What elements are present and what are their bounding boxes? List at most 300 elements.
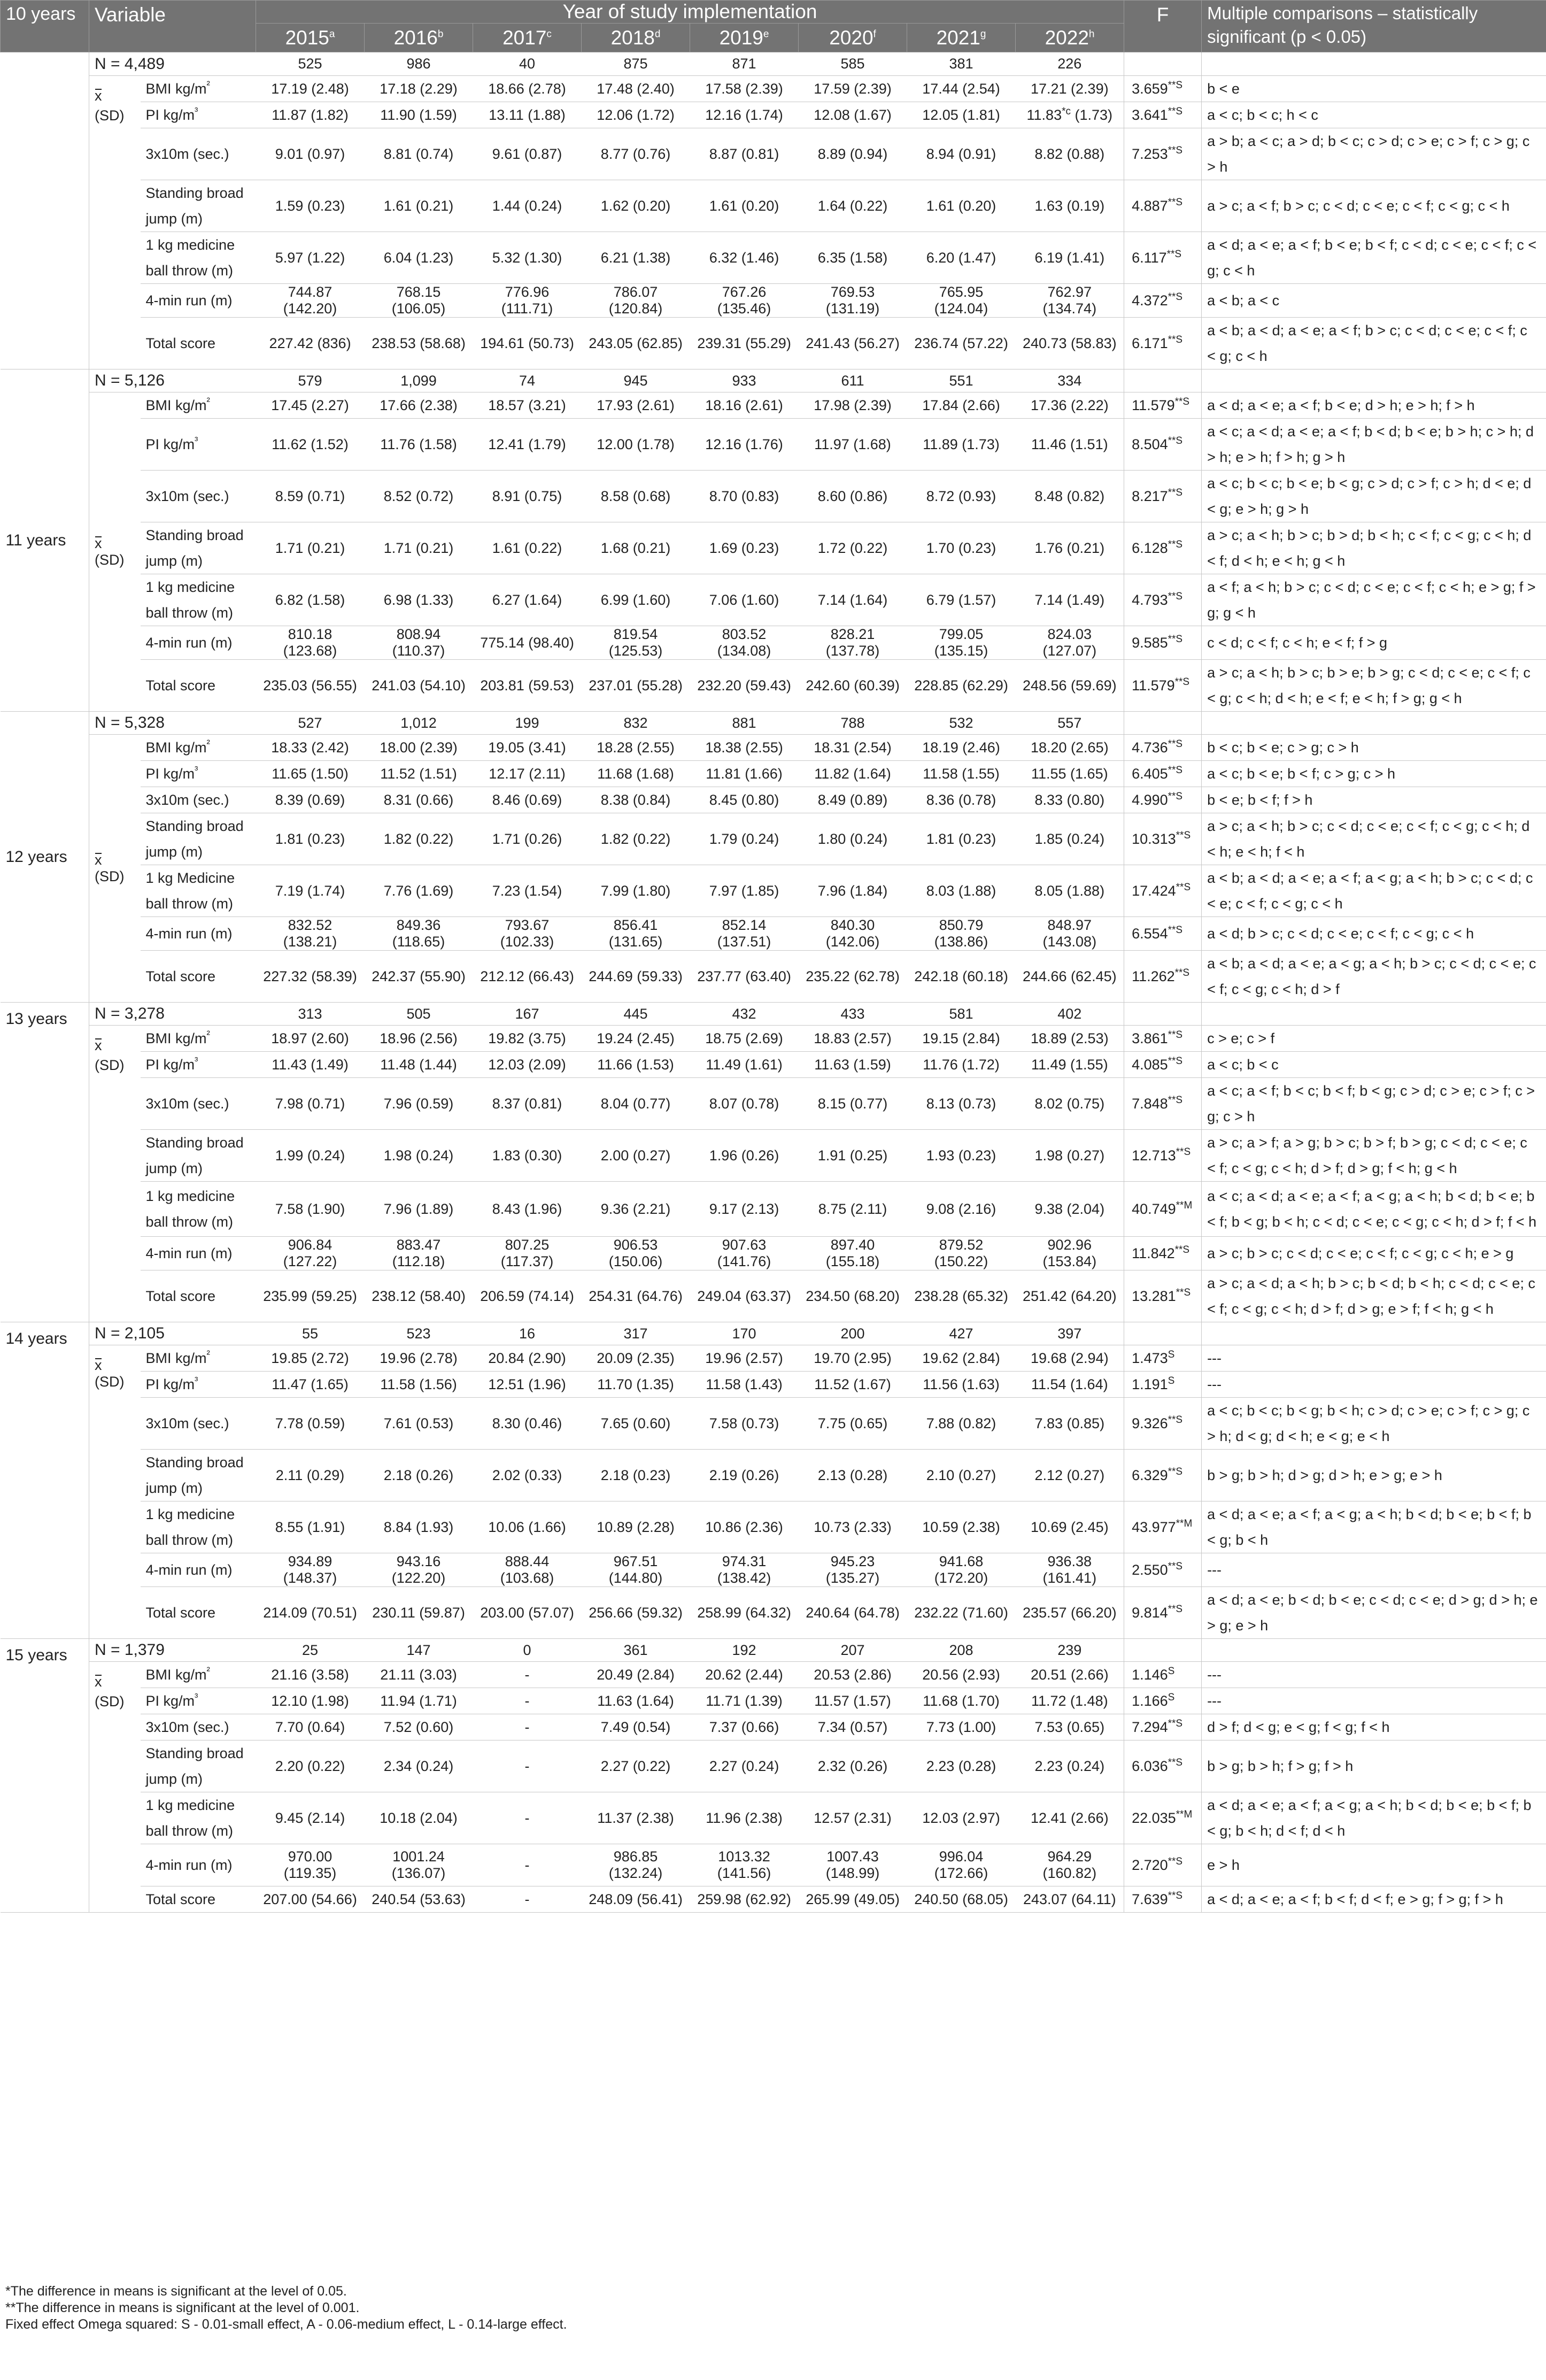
variable-name: 1 kg medicine ball throw (m) bbox=[141, 1501, 256, 1553]
sample-size-label: N = 5,328 bbox=[89, 712, 256, 735]
variable-name: Standing broad jump (m) bbox=[141, 1740, 256, 1792]
table-row bbox=[1, 1886, 1546, 1913]
value-cell: 967.51 (144.80) bbox=[582, 1553, 690, 1587]
comparison-cell: a > c; a < d; a < h; b > c; b < d; b < h; c < d; c < e; c < f; c < g; c < h; d > f; d > g; e > f; f < h; g < h bbox=[1202, 1270, 1546, 1322]
value-cell: 850.79 (138.86) bbox=[907, 917, 1016, 951]
value-cell: 240.73 (58.83) bbox=[1016, 318, 1124, 369]
table-row bbox=[1, 1740, 1546, 1792]
value-cell: 242.60 (60.39) bbox=[799, 660, 907, 712]
value-cell: 12.10 (1.98) bbox=[256, 1688, 365, 1714]
comparison-cell bbox=[1202, 1003, 1546, 1026]
f-value-cell: $4.793^{**S}$ bbox=[1124, 574, 1202, 626]
sample-size-cell: 523 bbox=[365, 1322, 473, 1345]
value-cell: 19.62 (2.84) bbox=[907, 1345, 1016, 1372]
f-value-cell: $11.579^{**S}$ bbox=[1124, 660, 1202, 712]
value-cell: 6.79 (1.57) bbox=[907, 574, 1016, 626]
f-value-cell: $13.281^{**S}$ bbox=[1124, 1270, 1202, 1322]
sample-size-cell: 207 bbox=[799, 1639, 907, 1662]
value-cell: 8.70 (0.83) bbox=[690, 471, 799, 522]
comparison-cell: a > c; a > f; a > g; b > c; b > f; b > g; c < d; c < e; c < f; c < g; c < h; d > f; d > g; f < h; g < h bbox=[1202, 1130, 1546, 1182]
f-column-header: F bbox=[1124, 1, 1202, 52]
value-cell: 227.42 (836) bbox=[256, 318, 365, 369]
variable-name: 3x10m (sec.) bbox=[141, 787, 256, 813]
sample-size-cell: 557 bbox=[1016, 712, 1124, 735]
table-row bbox=[1, 1553, 1546, 1587]
value-cell: 1.93 (0.23) bbox=[907, 1130, 1016, 1182]
value-cell: 8.94 (0.91) bbox=[907, 128, 1016, 180]
sample-size-row bbox=[1, 1639, 1546, 1662]
value-cell: 776.96 (111.71) bbox=[473, 284, 582, 318]
sample-size-cell: 167 bbox=[473, 1003, 582, 1026]
sample-size-cell: 881 bbox=[690, 712, 799, 735]
comparison-cell bbox=[1202, 369, 1546, 392]
age-stat-wrapper bbox=[6, 848, 84, 866]
value-cell: 17.93 (2.61) bbox=[582, 392, 690, 419]
sample-size-row bbox=[1, 712, 1546, 735]
comparison-cell: a < c; b < c bbox=[1202, 1052, 1546, 1078]
value-cell: 12.16 (1.74) bbox=[690, 102, 799, 128]
comparison-cell: --- bbox=[1202, 1688, 1546, 1714]
value-cell: 258.99 (64.32) bbox=[690, 1587, 799, 1639]
value-cell: - bbox=[473, 1714, 582, 1740]
sample-size-cell: 433 bbox=[799, 1003, 907, 1026]
mean-symbol: x bbox=[95, 852, 102, 868]
sample-size-cell: 208 bbox=[907, 1639, 1016, 1662]
comparison-cell: b > g; b > h; d > g; d > h; e > g; e > h bbox=[1202, 1450, 1546, 1501]
comparison-cell: d > f; d < g; e < g; f < g; f < h bbox=[1202, 1714, 1546, 1740]
value-cell: 9.17 (2.13) bbox=[690, 1182, 799, 1237]
value-cell: 2.27 (0.24) bbox=[690, 1740, 799, 1792]
comparison-cell bbox=[1202, 712, 1546, 735]
value-cell: 265.99 (49.05) bbox=[799, 1886, 907, 1913]
value-cell: 768.15 (106.05) bbox=[365, 284, 473, 318]
value-cell: 907.63 (141.76) bbox=[690, 1237, 799, 1270]
value-cell: 1.61 (0.20) bbox=[907, 180, 1016, 232]
comparison-cell: a < f; a < h; b > c; c < d; c < e; c < f; c < h; e > g; f > g; g < h bbox=[1202, 574, 1546, 626]
value-cell: 11.52 (1.51) bbox=[365, 761, 473, 787]
value-cell: 20.62 (2.44) bbox=[690, 1662, 799, 1688]
table-row bbox=[1, 1182, 1546, 1237]
value-cell: 2.20 (0.22) bbox=[256, 1740, 365, 1792]
value-cell: 12.03 (2.09) bbox=[473, 1052, 582, 1078]
value-cell: 12.41 (1.79) bbox=[473, 419, 582, 471]
f-value-cell: $4.085^{**S}$ bbox=[1124, 1052, 1202, 1078]
f-value-cell: $4.887^{**S}$ bbox=[1124, 180, 1202, 232]
value-cell: 8.59 (0.71) bbox=[256, 471, 365, 522]
value-cell: 21.16 (3.58) bbox=[256, 1662, 365, 1688]
value-cell: 767.26 (135.46) bbox=[690, 284, 799, 318]
value-cell: 11.43 (1.49) bbox=[256, 1052, 365, 1078]
f-value-cell: $10.313^{**S}$ bbox=[1124, 813, 1202, 865]
value-cell: 1.99 (0.24) bbox=[256, 1130, 365, 1182]
table-row bbox=[1, 1078, 1546, 1130]
mean-value: 1007.43 bbox=[826, 1848, 879, 1865]
value-cell: 1.69 (0.23) bbox=[690, 522, 799, 574]
value-cell: 235.57 (66.20) bbox=[1016, 1587, 1124, 1639]
variable-name: Total score bbox=[141, 660, 256, 712]
sample-size-row bbox=[1, 52, 1546, 76]
variable-name: PI $kg/m^{^3}$ bbox=[141, 102, 256, 128]
value-cell: 974.31 (138.42) bbox=[690, 1553, 799, 1587]
year-index: b bbox=[437, 28, 444, 40]
comparison-cell: a < c; a < f; b < c; b < f; b < g; c > d; c > e; c > f; c > g; c > h bbox=[1202, 1078, 1546, 1130]
comparison-cell: a > c; a < h; b > c; c < d; c < e; c < f; c < g; c < h; d < h; e < h; f < h bbox=[1202, 813, 1546, 865]
f-value-cell: $6.329^{**S}$ bbox=[1124, 1450, 1202, 1501]
value-cell: 17.58 (2.39) bbox=[690, 76, 799, 102]
value-cell: 19.05 (3.41) bbox=[473, 735, 582, 761]
comparison-cell: --- bbox=[1202, 1345, 1546, 1372]
value-cell: 906.84 (127.22) bbox=[256, 1237, 365, 1270]
value-cell: 7.73 (1.00) bbox=[907, 1714, 1016, 1740]
table-row bbox=[1, 951, 1546, 1003]
year-header-2019 bbox=[690, 24, 799, 52]
table-row bbox=[1, 1052, 1546, 1078]
f-value-cell: $8.504^{**S}$ bbox=[1124, 419, 1202, 471]
footnote-line: Fixed effect Omega squared: S - 0.01-small effect, A - 0.06-medium effect, L - 0.14-large effect. bbox=[5, 2317, 567, 2332]
sample-size-cell: 313 bbox=[256, 1003, 365, 1026]
value-cell: 1.85 (0.24) bbox=[1016, 813, 1124, 865]
year-header-2022 bbox=[1016, 24, 1124, 52]
variable-name: BMI $kg/m^{^2}$ bbox=[141, 392, 256, 419]
value-cell: 1.61 (0.20) bbox=[690, 180, 799, 232]
value-cell: 8.36 (0.78) bbox=[907, 787, 1016, 813]
value-cell: 7.97 (1.85) bbox=[690, 865, 799, 917]
value-cell: 11.49 (1.55) bbox=[1016, 1052, 1124, 1078]
variable-name: 3x10m (sec.) bbox=[141, 1714, 256, 1740]
table-row bbox=[1, 318, 1546, 369]
value-cell: 243.05 (62.85) bbox=[582, 318, 690, 369]
value-cell: 11.66 (1.53) bbox=[582, 1052, 690, 1078]
mean-symbol: x bbox=[95, 1037, 102, 1053]
value-cell: 7.34 (0.57) bbox=[799, 1714, 907, 1740]
variable-name: 3x10m (sec.) bbox=[141, 128, 256, 180]
comparison-cell: a < c; b < c; b < e; b < g; c > d; c > f; c > h; d < e; d < g; e > h; g > h bbox=[1202, 471, 1546, 522]
value-cell: 18.31 (2.54) bbox=[799, 735, 907, 761]
f-value-cell: $3.659^{**S}$ bbox=[1124, 76, 1202, 102]
sample-size-cell: 170 bbox=[690, 1322, 799, 1345]
f-value-cell: $12.713^{**S}$ bbox=[1124, 1130, 1202, 1182]
sample-size-cell: 25 bbox=[256, 1639, 365, 1662]
value-cell: 230.11 (59.87) bbox=[365, 1587, 473, 1639]
sample-size-label: N = 1,379 bbox=[89, 1639, 256, 1662]
mean-symbol: x bbox=[95, 1674, 102, 1690]
value-cell: 12.57 (2.31) bbox=[799, 1792, 907, 1844]
sample-size-cell: 239 bbox=[1016, 1639, 1124, 1662]
comparison-cell: a < b; a < d; a < e; a < f; b > c; c < d; c < e; c < f; c < g; c < h bbox=[1202, 318, 1546, 369]
footnotes bbox=[5, 2283, 567, 2333]
value-cell: 1.62 (0.20) bbox=[582, 180, 690, 232]
variable-name: 1 kg medicine ball throw (m) bbox=[141, 1182, 256, 1237]
value-cell: 852.14 (137.51) bbox=[690, 917, 799, 951]
value-cell: 21.11 (3.03) bbox=[365, 1662, 473, 1688]
sample-size-cell: 40 bbox=[473, 52, 582, 76]
comparison-cell: --- bbox=[1202, 1372, 1546, 1398]
value-cell: 6.32 (1.46) bbox=[690, 232, 799, 284]
comparison-cell bbox=[1202, 52, 1546, 76]
value-cell: 194.61 (50.73) bbox=[473, 318, 582, 369]
variable-name: 3x10m (sec.) bbox=[141, 471, 256, 522]
variable-name: PI $kg/m^{^3}$ bbox=[141, 1372, 256, 1398]
table-header bbox=[1, 1, 1546, 52]
comparison-cell: a > c; b > c; c < d; c < e; c < f; c < g; c < h; e > g bbox=[1202, 1237, 1546, 1270]
value-cell: 11.90 (1.59) bbox=[365, 102, 473, 128]
f-value-cell bbox=[1124, 1322, 1202, 1345]
year-header-2018 bbox=[582, 24, 690, 52]
value-cell: 8.55 (1.91) bbox=[256, 1501, 365, 1553]
sample-size-cell: 1,099 bbox=[365, 369, 473, 392]
value-cell: 7.83 (0.85) bbox=[1016, 1398, 1124, 1450]
value-cell: 2.18 (0.26) bbox=[365, 1450, 473, 1501]
age-column-header: 10 years bbox=[1, 1, 89, 52]
value-cell: 18.33 (2.42) bbox=[256, 735, 365, 761]
value-cell: 2.19 (0.26) bbox=[690, 1450, 799, 1501]
mean-symbol: x bbox=[95, 1357, 102, 1373]
value-cell: 6.27 (1.64) bbox=[473, 574, 582, 626]
table-row bbox=[1, 735, 1546, 761]
year-label: 2015 bbox=[285, 26, 329, 49]
value-cell: 1.44 (0.24) bbox=[473, 180, 582, 232]
value-cell: 5.97 (1.22) bbox=[256, 232, 365, 284]
value-cell: 7.88 (0.82) bbox=[907, 1398, 1016, 1450]
sample-size-cell: 525 bbox=[256, 52, 365, 76]
f-value-cell: $22.035^{**M}$ bbox=[1124, 1792, 1202, 1844]
comparison-cell: a < c; b < c; b < g; b < h; c > d; c > e; c > f; c > g; c > h; d < g; d < h; e < g; e < h bbox=[1202, 1398, 1546, 1450]
f-value-cell: $7.848^{**S}$ bbox=[1124, 1078, 1202, 1130]
age-group-text: 12 years bbox=[5, 848, 67, 866]
table-row bbox=[1, 1688, 1546, 1714]
value-cell: 1.91 (0.25) bbox=[799, 1130, 907, 1182]
age-group-label bbox=[1, 369, 89, 712]
comparison-cell: a < d; a < e; a < f; a < g; a < h; b < d; b < e; b < f; b < g; b < h bbox=[1202, 1501, 1546, 1553]
value-cell: 11.89 (1.73) bbox=[907, 419, 1016, 471]
mean-value: 1013.32 bbox=[718, 1848, 770, 1865]
value-cell: 11.52 (1.67) bbox=[799, 1372, 907, 1398]
value-cell: 17.48 (2.40) bbox=[582, 76, 690, 102]
value-cell: 1.98 (0.24) bbox=[365, 1130, 473, 1182]
value-cell: 803.52 (134.08) bbox=[690, 626, 799, 660]
age-group-label bbox=[1, 52, 89, 369]
value-cell: 2.18 (0.23) bbox=[582, 1450, 690, 1501]
value-cell: 6.82 (1.58) bbox=[256, 574, 365, 626]
variable-name: PI $kg/m^{^3}$ bbox=[141, 1052, 256, 1078]
sample-size-cell: 532 bbox=[907, 712, 1016, 735]
value-cell: 7.19 (1.74) bbox=[256, 865, 365, 917]
variable-name: Total score bbox=[141, 1270, 256, 1322]
value-cell: 775.14 (98.40) bbox=[473, 626, 582, 660]
sample-size-cell: 55 bbox=[256, 1322, 365, 1345]
value-cell: 203.00 (57.07) bbox=[473, 1587, 582, 1639]
value-cell: 240.54 (53.63) bbox=[365, 1886, 473, 1913]
mean-sd-label bbox=[89, 1662, 141, 1913]
value-cell: 11.54 (1.64) bbox=[1016, 1372, 1124, 1398]
value-cell: 986.85 (132.24) bbox=[582, 1844, 690, 1886]
value-cell: 8.46 (0.69) bbox=[473, 787, 582, 813]
comparison-cell bbox=[1202, 1639, 1546, 1662]
value-cell: 237.77 (63.40) bbox=[690, 951, 799, 1003]
sample-size-cell: 0 bbox=[473, 1639, 582, 1662]
variable-name: 3x10m (sec.) bbox=[141, 1078, 256, 1130]
comparison-cell: b < e; b < f; f > h bbox=[1202, 787, 1546, 813]
year-index: d bbox=[654, 28, 661, 40]
sample-size-cell: 16 bbox=[473, 1322, 582, 1345]
mean-sd-label bbox=[89, 76, 141, 369]
variable-name: Total score bbox=[141, 1886, 256, 1913]
value-cell: 1.76 (0.21) bbox=[1016, 522, 1124, 574]
year-index: a bbox=[329, 28, 335, 40]
value-cell: 8.39 (0.69) bbox=[256, 787, 365, 813]
value-cell: 1.96 (0.26) bbox=[690, 1130, 799, 1182]
value-cell bbox=[365, 1844, 473, 1886]
year-label: 2022 bbox=[1045, 26, 1089, 49]
comparison-cell: a > c; a < h; b > c; b > d; b < h; c < f; c < g; c < h; d < f; d < h; e < h; g < h bbox=[1202, 522, 1546, 574]
value-cell: 12.03 (2.97) bbox=[907, 1792, 1016, 1844]
value-cell: 11.56 (1.63) bbox=[907, 1372, 1016, 1398]
f-value-cell: $4.990^{**S}$ bbox=[1124, 787, 1202, 813]
table-row bbox=[1, 574, 1546, 626]
value-cell: 8.52 (0.72) bbox=[365, 471, 473, 522]
table-row bbox=[1, 626, 1546, 660]
value-cell: 1.63 (0.19) bbox=[1016, 180, 1124, 232]
comparison-cell: a < c; a < d; a < e; a < f; a < g; a < h; b < d; b < e; b < f; b < g; b < h; c < d; c < e; c < g; c < h; d > f; f < h bbox=[1202, 1182, 1546, 1237]
value-cell: 848.97 (143.08) bbox=[1016, 917, 1124, 951]
year-label: 2018 bbox=[610, 26, 655, 49]
sample-size-cell: 986 bbox=[365, 52, 473, 76]
value-cell: 9.38 (2.04) bbox=[1016, 1182, 1124, 1237]
value-cell: 2.12 (0.27) bbox=[1016, 1450, 1124, 1501]
table-row bbox=[1, 917, 1546, 951]
variable-name: PI $kg/m^{^3}$ bbox=[141, 761, 256, 787]
sample-size-cell: 832 bbox=[582, 712, 690, 735]
value-cell: 856.41 (131.65) bbox=[582, 917, 690, 951]
value-cell: 235.22 (62.78) bbox=[799, 951, 907, 1003]
value-cell: 12.06 (1.72) bbox=[582, 102, 690, 128]
f-value-cell: $2.550^{**S}$ bbox=[1124, 1553, 1202, 1587]
value-cell: 9.61 (0.87) bbox=[473, 128, 582, 180]
value-cell: 10.69 (2.45) bbox=[1016, 1501, 1124, 1553]
value-cell: 964.29 (160.82) bbox=[1016, 1844, 1124, 1886]
variable-name: 1 kg medicine ball throw (m) bbox=[141, 574, 256, 626]
multiple-comparisons-header: Multiple comparisons – statistically significant (p < 0.05) bbox=[1202, 1, 1546, 52]
table-row bbox=[1, 1026, 1546, 1052]
value-cell: 8.49 (0.89) bbox=[799, 787, 907, 813]
f-value-cell bbox=[1124, 1639, 1202, 1662]
table-row bbox=[1, 232, 1546, 284]
sample-size-cell: 427 bbox=[907, 1322, 1016, 1345]
value-cell: 8.30 (0.46) bbox=[473, 1398, 582, 1450]
f-value-cell: $11.579^{**S}$ bbox=[1124, 392, 1202, 419]
value-cell: 934.89 (148.37) bbox=[256, 1553, 365, 1587]
f-value-cell bbox=[1124, 52, 1202, 76]
variable-name: 1 kg medicine ball throw (m) bbox=[141, 1792, 256, 1844]
value-cell: 5.32 (1.30) bbox=[473, 232, 582, 284]
value-cell: 7.06 (1.60) bbox=[690, 574, 799, 626]
value-cell: 235.99 (59.25) bbox=[256, 1270, 365, 1322]
value-cell: 248.09 (56.41) bbox=[582, 1886, 690, 1913]
table-row bbox=[1, 1372, 1546, 1398]
value-cell: 12.16 (1.76) bbox=[690, 419, 799, 471]
sample-size-label: N = 5,126 bbox=[89, 369, 256, 392]
value-cell: 17.36 (2.22) bbox=[1016, 392, 1124, 419]
variable-name: Total score bbox=[141, 318, 256, 369]
value-cell: 8.05 (1.88) bbox=[1016, 865, 1124, 917]
year-index: h bbox=[1088, 28, 1095, 40]
sample-size-row bbox=[1, 1003, 1546, 1026]
value-cell: 883.47 (112.18) bbox=[365, 1237, 473, 1270]
f-value-cell: $3.861^{**S}$ bbox=[1124, 1026, 1202, 1052]
value-cell: 7.75 (0.65) bbox=[799, 1398, 907, 1450]
value-cell: 207.00 (54.66) bbox=[256, 1886, 365, 1913]
value-cell: 744.87 (142.20) bbox=[256, 284, 365, 318]
value-cell: 1.82 (0.22) bbox=[365, 813, 473, 865]
value-cell: 242.37 (55.90) bbox=[365, 951, 473, 1003]
value-cell: 799.05 (135.15) bbox=[907, 626, 1016, 660]
sd-text: (SD) bbox=[95, 1693, 125, 1709]
value-cell: 8.38 (0.84) bbox=[582, 787, 690, 813]
sample-size-cell: 1,012 bbox=[365, 712, 473, 735]
age-group-text: 11 years bbox=[5, 531, 66, 549]
table-row bbox=[1, 1844, 1546, 1886]
year-header-2015 bbox=[256, 24, 365, 52]
value-cell: 11.76 (1.72) bbox=[907, 1052, 1016, 1078]
value-cell: 11.55 (1.65) bbox=[1016, 761, 1124, 787]
value-cell: 19.96 (2.57) bbox=[690, 1345, 799, 1372]
value-cell: 7.58 (0.73) bbox=[690, 1398, 799, 1450]
value-cell: 7.37 (0.66) bbox=[690, 1714, 799, 1740]
year-header-2017 bbox=[473, 24, 582, 52]
value-cell: 241.03 (54.10) bbox=[365, 660, 473, 712]
variable-name: Standing broad jump (m) bbox=[141, 1450, 256, 1501]
value-cell: 11.83$^{*c}$ (1.73) bbox=[1016, 102, 1124, 128]
value-cell: - bbox=[473, 1886, 582, 1913]
f-value-cell: $1.473^S$ bbox=[1124, 1345, 1202, 1372]
value-cell: 206.59 (74.14) bbox=[473, 1270, 582, 1322]
value-cell: 256.66 (59.32) bbox=[582, 1587, 690, 1639]
f-value-cell: $2.720^{**S}$ bbox=[1124, 1844, 1202, 1886]
value-cell: 11.82 (1.64) bbox=[799, 761, 907, 787]
value-cell: 1.81 (0.23) bbox=[907, 813, 1016, 865]
value-cell: - bbox=[473, 1792, 582, 1844]
value-cell: 810.18 (123.68) bbox=[256, 626, 365, 660]
value-cell: 12.00 (1.78) bbox=[582, 419, 690, 471]
variable-name: Standing broad jump (m) bbox=[141, 813, 256, 865]
value-cell: 7.49 (0.54) bbox=[582, 1714, 690, 1740]
value-cell: 1.61 (0.22) bbox=[473, 522, 582, 574]
variable-name: BMI $kg/m^{^2}$ bbox=[141, 735, 256, 761]
value-cell: 7.98 (0.71) bbox=[256, 1078, 365, 1130]
value-cell: 7.96 (0.59) bbox=[365, 1078, 473, 1130]
variable-name: BMI $kg/m^{^2}$ bbox=[141, 76, 256, 102]
mean-sd-text bbox=[95, 1674, 135, 1690]
mean-sd-text bbox=[95, 88, 135, 104]
value-cell: 8.87 (0.81) bbox=[690, 128, 799, 180]
f-value-cell: $6.036^{**S}$ bbox=[1124, 1740, 1202, 1792]
value-cell: 20.49 (2.84) bbox=[582, 1662, 690, 1688]
f-value-cell: $11.842^{**S}$ bbox=[1124, 1237, 1202, 1270]
value-cell: 1.81 (0.23) bbox=[256, 813, 365, 865]
sample-size-label: N = 3,278 bbox=[89, 1003, 256, 1026]
value-cell: 11.49 (1.61) bbox=[690, 1052, 799, 1078]
sample-size-cell: 875 bbox=[582, 52, 690, 76]
value-cell: 8.81 (0.74) bbox=[365, 128, 473, 180]
value-cell: 8.91 (0.75) bbox=[473, 471, 582, 522]
value-cell: - bbox=[473, 1662, 582, 1688]
f-value-cell: $6.128^{**S}$ bbox=[1124, 522, 1202, 574]
value-cell: 6.98 (1.33) bbox=[365, 574, 473, 626]
value-cell: 236.74 (57.22) bbox=[907, 318, 1016, 369]
sample-size-cell: 200 bbox=[799, 1322, 907, 1345]
table-row bbox=[1, 76, 1546, 102]
value-cell: 228.85 (62.29) bbox=[907, 660, 1016, 712]
